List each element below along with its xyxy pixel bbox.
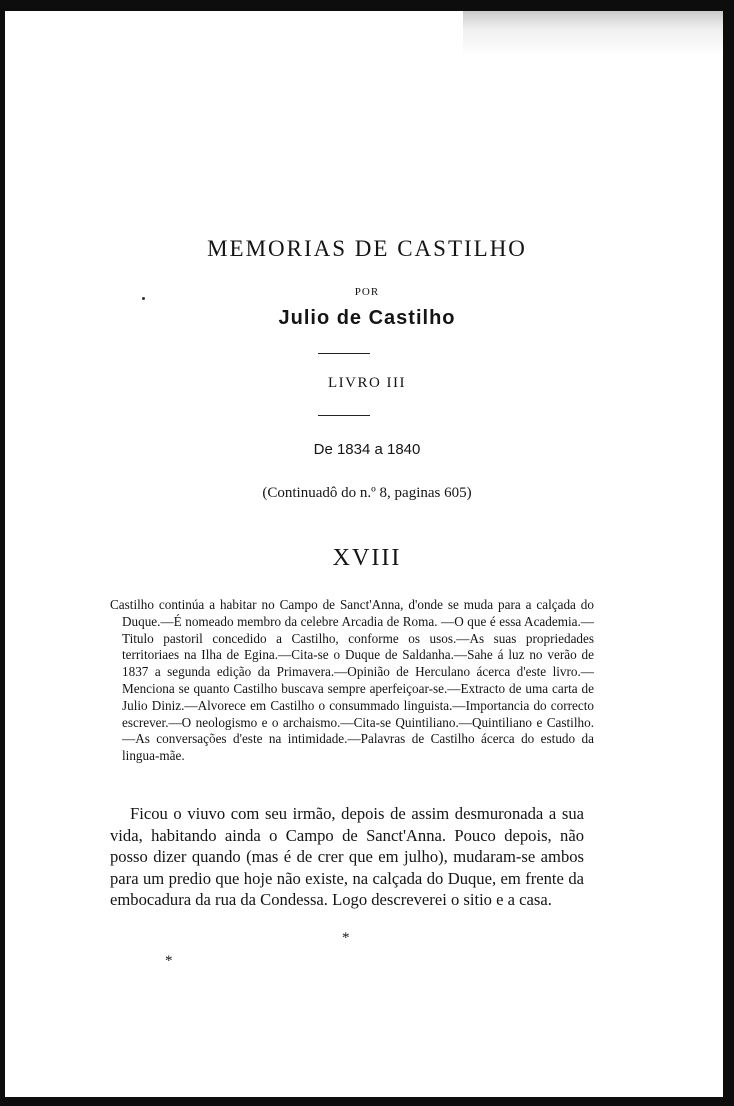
asterisk-mark: *	[165, 953, 173, 969]
body-paragraph: Ficou o viuvo com seu irmão, depois de assim desmuronada a sua vida, habitando ainda o Campo de Sanct'Anna. Pouco depois, não posso dizer quando (mas é de crer que em julho), mudaram-se ambos para um predio que hoje não existe, na calçada do Duque, em frente da embocadura da rua da Condessa. Logo descreverei o sitio e a casa.	[110, 804, 584, 910]
divider-rule	[318, 353, 370, 354]
chapter-summary: Castilho continúa a habitar no Campo de Sanct'Anna, d'onde se muda para a calçada do Duque.—É nomeado membro da celebre Arcadia de Roma. —O que é essa Academia.—Titulo pastoril concedido a Castilho, conforme os usos.—As suas propriedades territoriaes na Ilha de Egina.—Cita-se o Duque de Saldanha.—Sahe á luz no verão de 1837 a segunda edição da Primavera.—Opinião de Herculano ácerca d'este livro.—Menciona se quanto Castilho buscava sempre aperfeiçoar-se.—Extracto de uma carta de Julio Diniz.—Alvorece em Castilho o consummado linguista.—Importancia do correcto escrever.—O neologismo e o archaismo.—Cita-se Quintiliano.—Quintiliano e Castilho.—As conversações d'este na intimidade.—Palavras de Castilho ácerca do estudo da lingua-mãe.	[110, 597, 594, 764]
scan-smudge	[463, 11, 723, 55]
chapter-number: XVIII	[332, 545, 402, 571]
page-title: MEMORIAS DE CASTILHO	[207, 236, 527, 261]
continuation-note: (Continuadô do n.º 8, paginas 605)	[262, 485, 472, 501]
book-heading: LIVRO III	[327, 375, 407, 391]
asterisk-mark: *	[342, 930, 350, 946]
scan-border-top	[0, 0, 734, 11]
date-range: De 1834 a 1840	[313, 441, 421, 458]
byline-por: POR	[354, 286, 380, 298]
divider-rule	[318, 415, 370, 416]
scan-border-bottom	[0, 1097, 734, 1106]
author-name: Julio de Castilho	[278, 307, 456, 329]
